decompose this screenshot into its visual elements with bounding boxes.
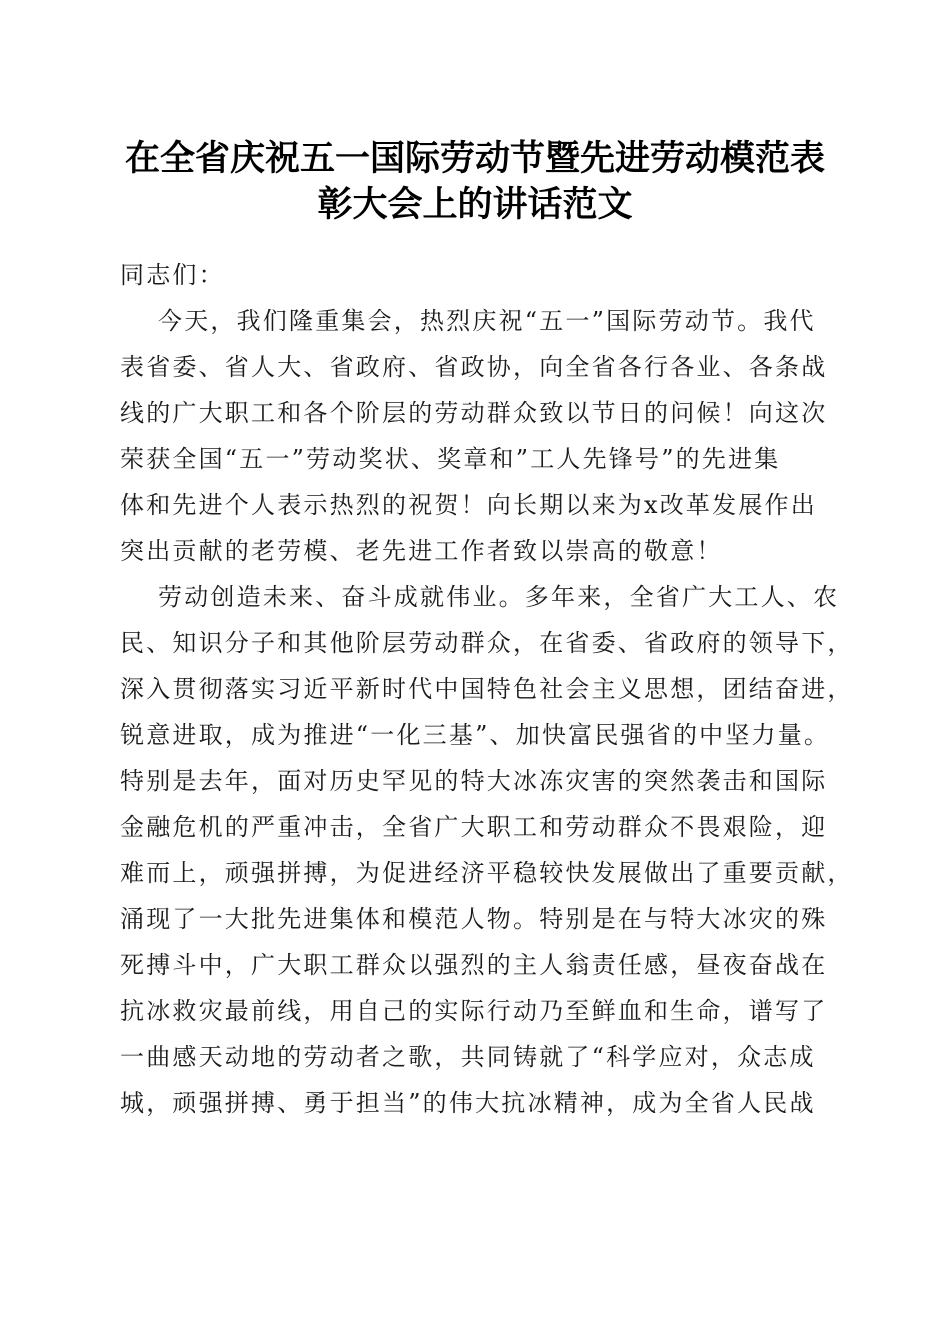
paragraph-line: 金融危机的严重冲击，全省广大职工和劳动群众不畏艰险，迎	[120, 813, 828, 841]
paragraph-line: 难而上，顽强拼搏，为促进经济平稳较快发展做出了重要贡献，	[120, 859, 854, 887]
document-body	[120, 252, 854, 1126]
paragraph-line: 体和先进个人表示热烈的祝贺！向长期以来为x改革发展作出	[120, 491, 817, 519]
paragraph-1	[120, 298, 840, 574]
paragraph-line: 表省委、省人大、省政府、省政协，向全省各行各业、各条战	[120, 353, 828, 381]
paragraph-line: 荣获全国“五一”劳动奖状、奖章和”工人先锋号”的先进集	[120, 445, 781, 473]
paragraph-line: 深入贯彻落实习近平新时代中国特色社会主义思想，团结奋进，	[120, 675, 854, 703]
paragraph-line: 抗冰救灾最前线，用自己的实际行动乃至鲜血和生命，谱写了	[120, 997, 828, 1025]
paragraph-line: 特别是去年，面对历史罕见的特大冰冻灾害的突然袭击和国际	[120, 767, 828, 795]
paragraph-line: 城，顽强拼搏、勇于担当”的伟大抗冰精神，成为全省人民战	[120, 1089, 816, 1117]
paragraph-line: 锐意进取，成为推进“一化三基”、加快富民强省的中坚力量。	[120, 721, 831, 749]
paragraph-2	[120, 574, 854, 1126]
paragraph-line: 劳动创造未来、奋斗成就伟业。多年来，全省广大工人、农	[158, 583, 840, 611]
document-title	[100, 136, 850, 228]
paragraph-line: 一曲感天动地的劳动者之歌，共同铸就了“科学应对，众志成	[120, 1043, 816, 1071]
title-line-2: 彰大会上的讲话范文	[317, 184, 633, 225]
salutation: 同志们：	[120, 261, 225, 289]
paragraph-line: 民、知识分子和其他阶层劳动群众，在省委、省政府的领导下，	[120, 629, 854, 657]
paragraph-line: 突出贡献的老劳模、老先进工作者致以崇高的敬意！	[120, 537, 723, 565]
paragraph-line: 线的广大职工和各个阶层的劳动群众致以节日的问候！向这次	[120, 399, 828, 427]
paragraph-line: 死搏斗中，广大职工群众以强烈的主人翁责任感，昼夜奋战在	[120, 951, 828, 979]
paragraph-line: 今天，我们隆重集会，热烈庆祝“五一”国际劳动节。我代	[158, 307, 816, 335]
paragraph-line: 涌现了一大批先进集体和模范人物。特别是在与特大冰灾的殊	[120, 905, 828, 933]
title-line-1: 在全省庆祝五一国际劳动节暨先进劳动模范表	[124, 138, 825, 179]
